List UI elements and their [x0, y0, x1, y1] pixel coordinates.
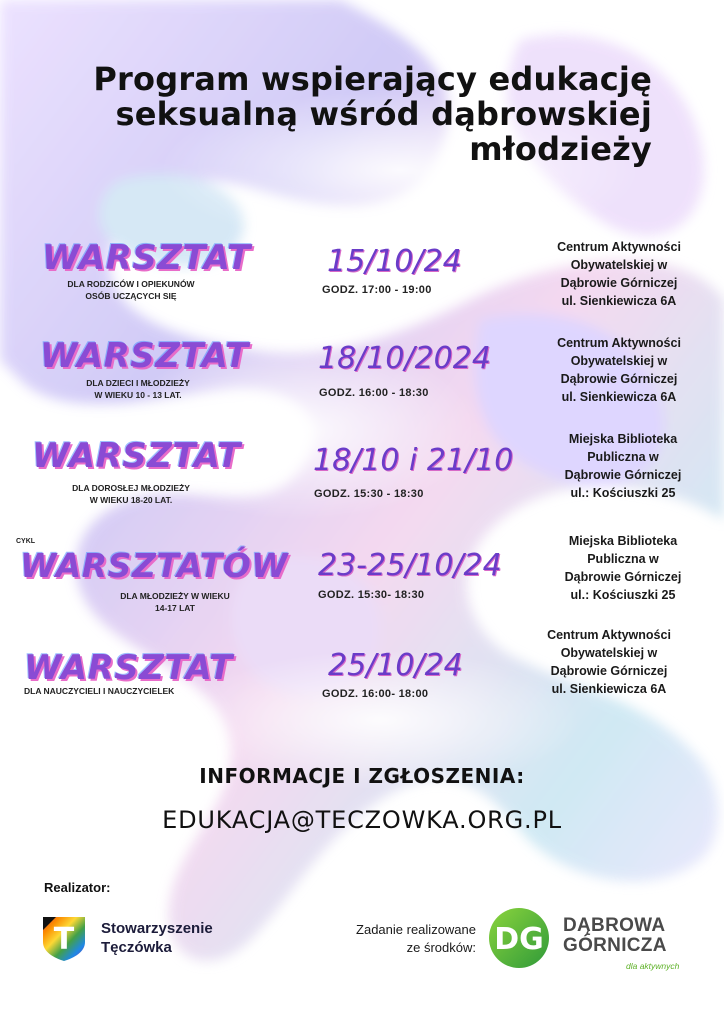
workshop-venue: Centrum Aktywności Obywatelskiej w Dąbrowie Górniczej ul. Sienkiewicza 6A: [557, 240, 681, 309]
workshop-date: 18/10/2024: [318, 341, 491, 376]
org-logo-letter: T: [53, 922, 75, 957]
workshop-audience: DLA DOROSŁEJ MŁODZIEŻY W WIEKU 18-20 LAT.: [72, 483, 190, 506]
title-line: seksualną wśród dąbrowskiej: [115, 95, 652, 134]
workshop-date: 23-25/10/24: [318, 548, 502, 583]
dg-circle-icon: [487, 906, 551, 970]
city-name: DĄBROWA GÓRNICZA: [563, 915, 667, 956]
workshop-heading: WARSZTAT: [42, 238, 251, 278]
workshop-audience: DLA NAUCZYCIELI I NAUCZYCIELEK: [24, 686, 175, 696]
workshop-venue: Miejska Biblioteka Publiczna w Dąbrowie Górniczej ul.: Kościuszki 25: [564, 432, 682, 501]
workshop-date: 18/10 i 21/10: [313, 443, 514, 478]
title-line: młodzieży: [469, 130, 652, 169]
page-title: [52, 62, 652, 168]
title-line: Program wspierający edukację: [93, 60, 652, 98]
workshop-heading: WARSZTAT: [32, 436, 241, 476]
realizator-label: Realizator:: [44, 880, 111, 895]
workshop-time: GODZ. 16:00 - 18:30: [319, 387, 429, 399]
workshop-heading: WARSZTAT: [24, 648, 233, 688]
workshop-time: GODZ. 16:00- 18:00: [322, 688, 429, 700]
rainbow-t-shield-icon: [40, 914, 88, 962]
contact-email[interactable]: EDUKACJA@TECZOWKA.ORG.PL: [162, 806, 562, 834]
workshop-audience: DLA MŁODZIEŻY W WIEKU 14-17 LAT: [120, 591, 230, 614]
info-heading: INFORMACJE I ZGŁOSZENIA:: [199, 764, 525, 788]
workshop-audience: DLA RODZICÓW I OPIEKUNÓW OSÓB UCZĄCYCH SIĘ: [67, 279, 195, 302]
workshop-date: 15/10/24: [327, 244, 462, 279]
city-logo-letters: DG: [494, 922, 544, 957]
workshop-heading: WARSZTAT: [40, 336, 249, 376]
workshop-heading: WARSZTATÓW: [20, 546, 289, 585]
workshop-time: GODZ. 15:30- 18:30: [318, 589, 425, 601]
workshop-venue: Centrum Aktywności Obywatelskiej w Dąbrowie Górniczej ul. Sienkiewicza 6A: [557, 336, 681, 405]
workshop-time: GODZ. 17:00 - 19:00: [322, 284, 432, 296]
organization-name: Stowarzyszenie Tęczówka: [101, 920, 213, 956]
workshop-prefix: CYKL: [16, 538, 36, 545]
workshop-venue: Centrum Aktywności Obywatelskiej w Dąbrowie Górniczej ul. Sienkiewicza 6A: [547, 628, 671, 697]
workshop-time: GODZ. 15:30 - 18:30: [314, 488, 424, 500]
workshop-date: 25/10/24: [328, 648, 463, 683]
workshop-audience: DLA DZIECI I MŁODZIEŻY W WIEKU 10 - 13 LAT.: [86, 378, 190, 401]
funding-note: Zadanie realizowane ze środków:: [356, 922, 476, 955]
city-slogan: dla aktywnych: [626, 961, 680, 971]
workshop-venue: Miejska Biblioteka Publiczna w Dąbrowie Górniczej ul.: Kościuszki 25: [564, 534, 682, 603]
